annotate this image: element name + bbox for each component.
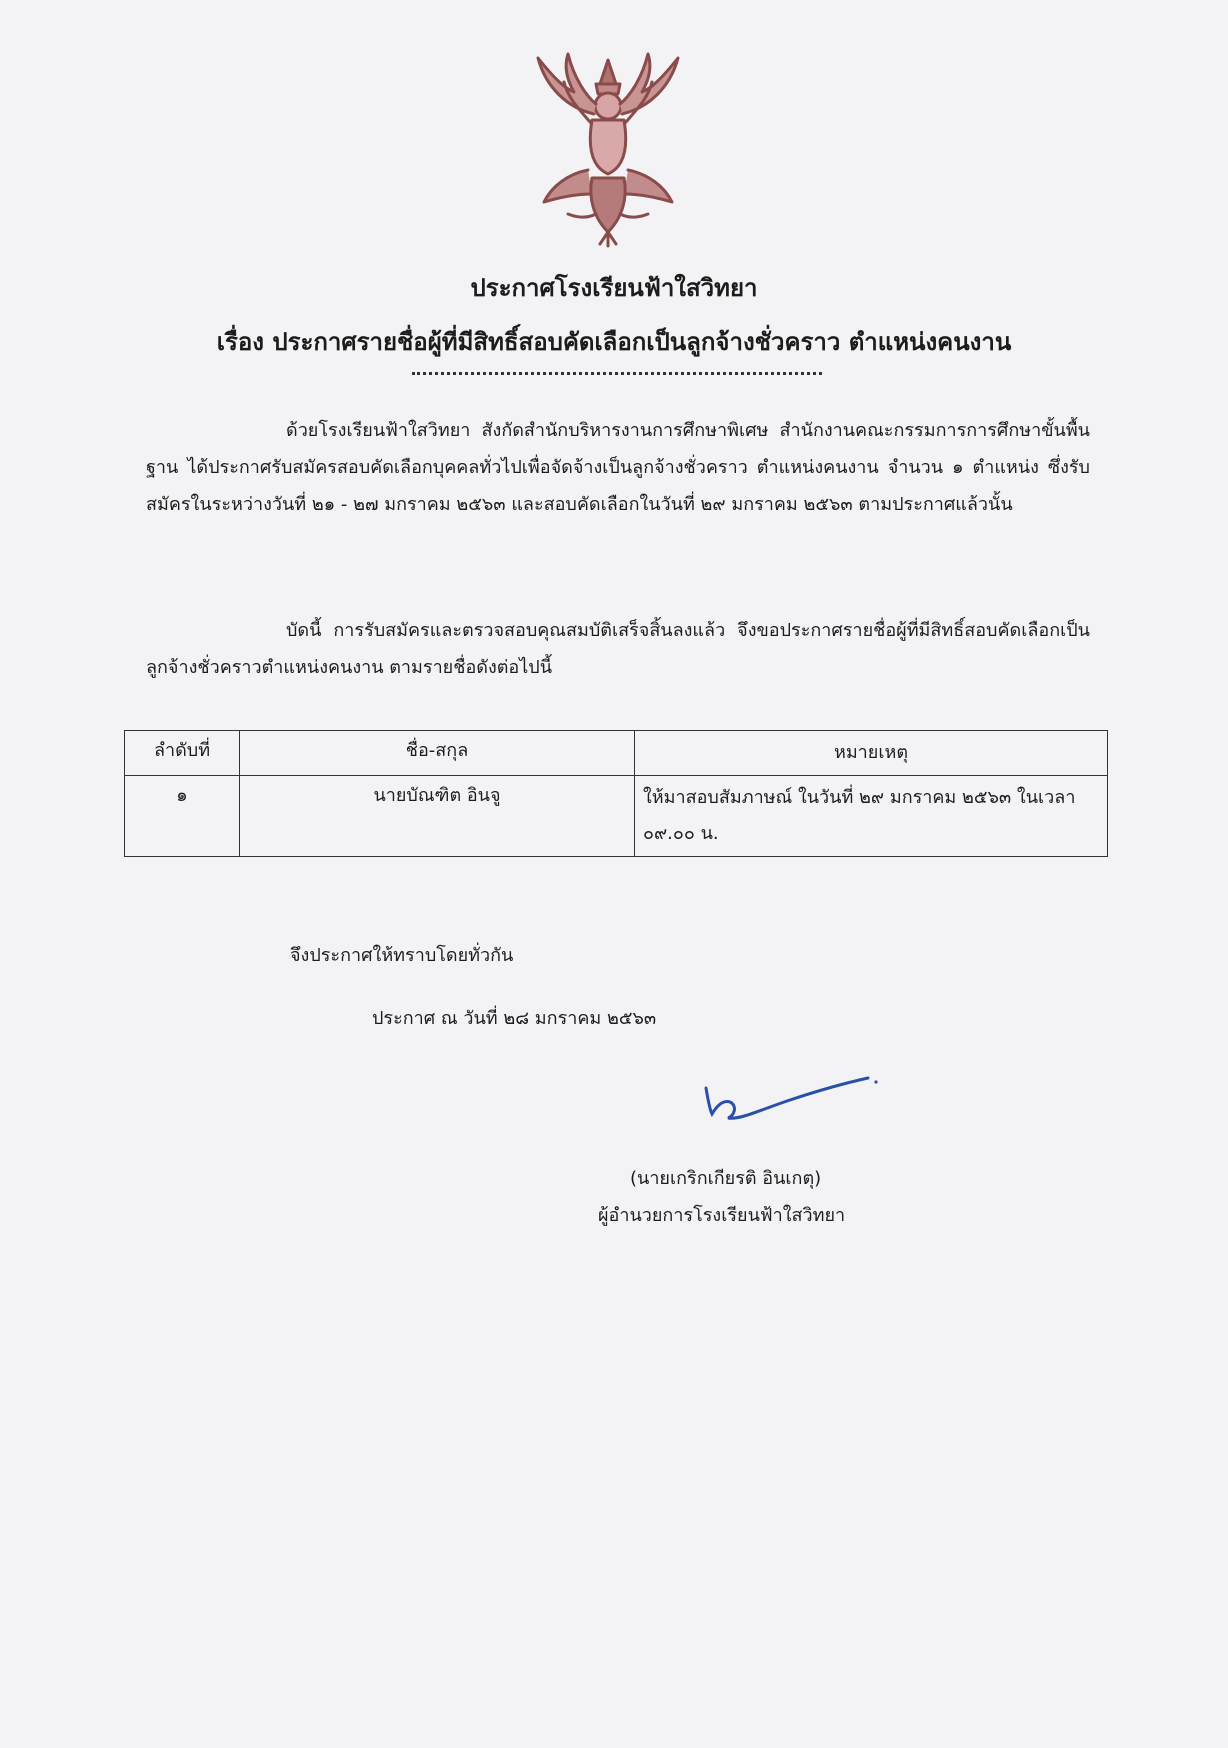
table-header-row [125,731,1108,776]
body-paragraph-1: ด้วยโรงเรียนฟ้าใสวิทยา สังกัดสำนักบริหารงานการศึกษาพิเศษ สำนักงานคณะกรรมการการศึกษาขั้นพื้นฐาน ได้ประกาศรับสมัครสอบคัดเลือกบุคคลทั่วไปเพื่อจัดจ้างเป็นลูกจ้างชั่วคราว ตำแหน่งคนงาน จำนวน ๑ ตำแหน่ง ซึ่งรับสมัครในระหว่างวันที่ ๒๑ - ๒๗ มกราคม ๒๕๖๓ และสอบคัดเลือกในวันที่ ๒๙ มกราคม ๒๕๖๓ ตามประกาศแล้วนั้น [146,420,1090,515]
announcement-subject: เรื่อง ประกาศรายชื่อผู้ที่มีสิทธิ์สอบคัดเลือกเป็นลูกจ้างชั่วคราว ตำแหน่งคนงาน [216,328,1012,356]
signatory-name: (นายเกริกเกียรติ อินเกตุ) [630,1168,822,1189]
announcement-date: ประกาศ ณ วันที่ ๒๘ มกราคม ๒๕๖๓ [372,1008,657,1029]
body-paragraph-2: บัดนี้ การรับสมัครและตรวจสอบคุณสมบัติเสร็จสิ้นลงแล้ว จึงขอประกาศรายชื่อผู้ที่มีสิทธิ์สอบคัดเลือกเป็นลูกจ้างชั่วคราวตำแหน่งคนงาน ตามรายชื่อดังต่อไปนี้ [146,620,1090,678]
signatory-position: ผู้อำนวยการโรงเรียนฟ้าใสวิทยา [598,1205,846,1226]
column-header-name: ชื่อ-สกุล [240,731,635,776]
cell-name: นายบัณฑิต อินจู [240,776,635,857]
candidate-table [124,730,1108,857]
column-header-no: ลำดับที่ [125,731,240,776]
column-header-note: หมายเหตุ [635,731,1108,776]
cell-note: ให้มาสอบสัมภาษณ์ ในวันที่ ๒๙ มกราคม ๒๕๖๓ ในเวลา ๐๙.๐๐ น. [635,776,1108,857]
closing-statement: จึงประกาศให้ทราบโดยทั่วกัน [290,945,514,966]
cell-no: ๑ [125,776,240,857]
garuda-emblem-icon [508,48,708,248]
dotted-divider [412,372,822,375]
announcement-title: ประกาศโรงเรียนฟ้าใสวิทยา [470,274,758,302]
table-row [125,776,1108,857]
handwritten-signature [700,1070,880,1130]
